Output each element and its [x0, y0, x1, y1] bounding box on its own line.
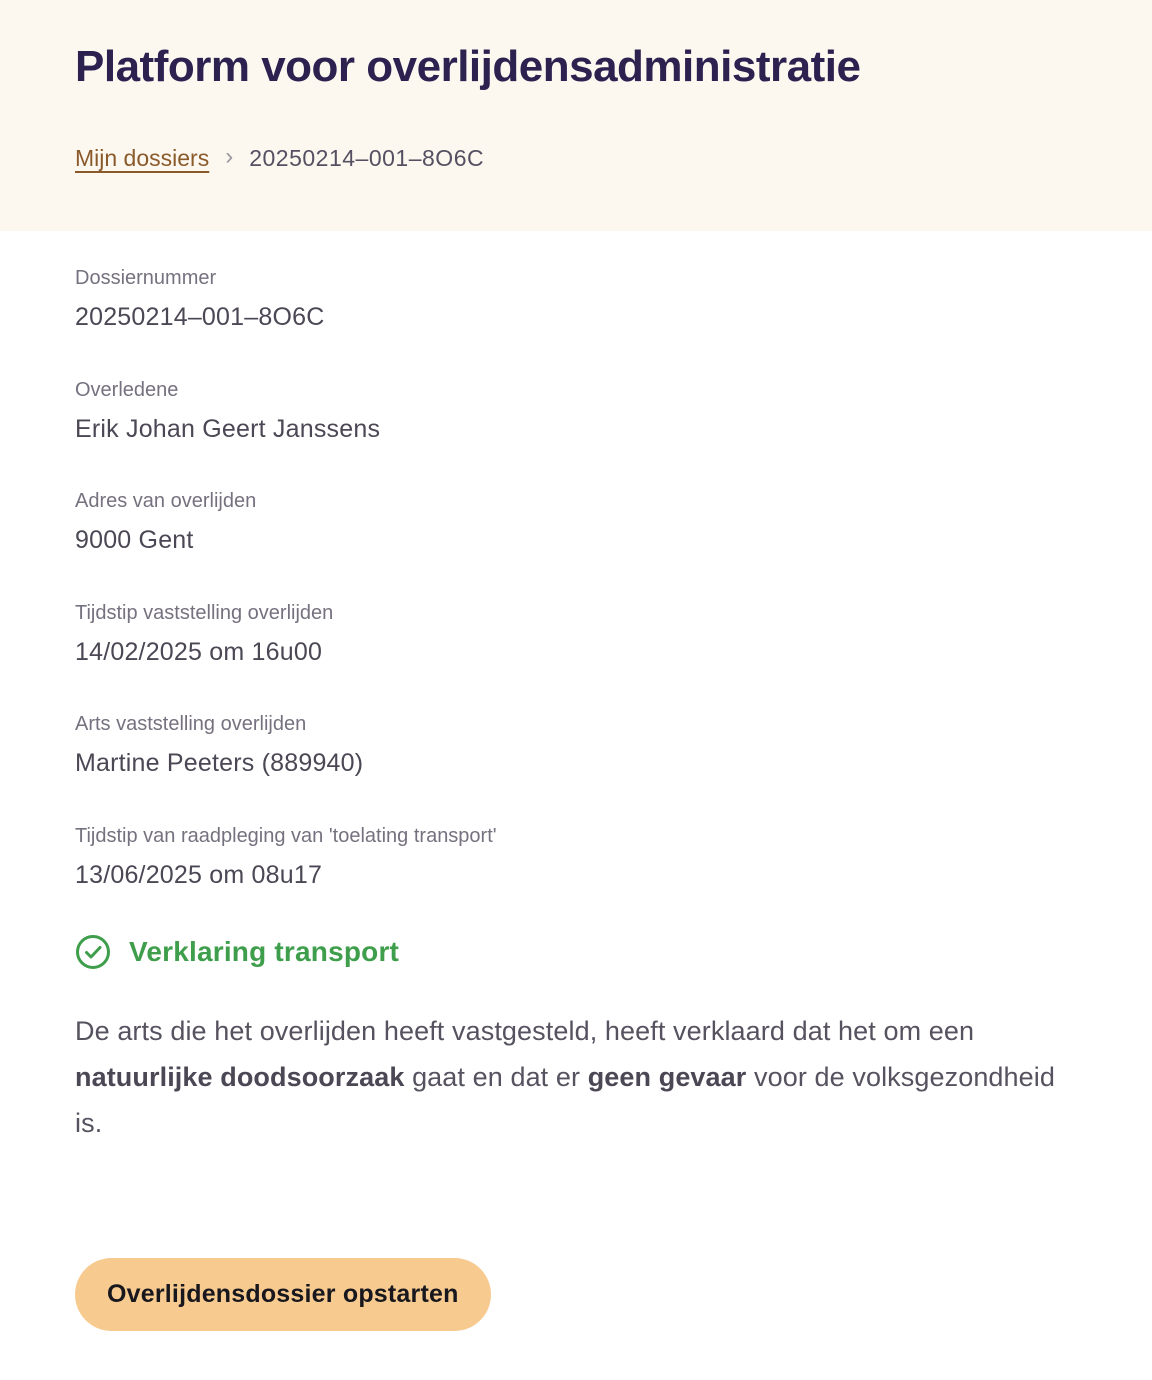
field-tijdstip-vaststelling-overlijden — [75, 600, 1077, 669]
field-tijdstip-raadpleging-toelating-transport — [75, 823, 1077, 892]
field-value: 13/06/2025 om 08u17 — [75, 860, 323, 889]
transport-description — [75, 1008, 1077, 1146]
dossier-detail — [0, 231, 1152, 1331]
field-value: 9000 Gent — [75, 526, 194, 554]
breadcrumb-link-mijn-dossiers[interactable]: Mijn dossiers — [75, 144, 210, 171]
field-label: Tijdstip van raadpleging van 'toelating transport' — [75, 824, 497, 847]
field-label: Arts vaststelling overlijden — [75, 713, 307, 735]
breadcrumb-current-dossier: 20250214–001–8O6C — [249, 144, 485, 171]
transport-description-part: gaat en dat er — [404, 1062, 588, 1092]
field-value: Erik Johan Geert Janssens — [75, 414, 381, 443]
field-value: 20250214–001–8O6C — [75, 303, 325, 331]
field-label: Overledene — [75, 378, 179, 401]
field-label: Adres van overlijden — [75, 490, 257, 512]
field-overledene — [75, 377, 1077, 446]
start-dossier-button[interactable]: Overlijdensdossier opstarten — [75, 1258, 491, 1331]
actions — [75, 1258, 1077, 1331]
transport-description-part: De arts die het overlijden heeft vastgesteld, heeft verklaard dat het om een — [75, 1016, 975, 1046]
transport-description-part: voor de volksgezondheid is. — [75, 1062, 1055, 1138]
page-title: Platform voor overlijdensadministratie — [75, 42, 861, 91]
check-circle-icon — [75, 934, 111, 970]
field-value: 14/02/2025 om 16u00 — [75, 637, 323, 666]
field-label: Tijdstip vaststelling overlijden — [75, 601, 334, 624]
transport-description-bold: natuurlijke doodsoorzaak — [75, 1062, 405, 1092]
field-value: Martine Peeters (889940) — [75, 749, 364, 777]
transport-section-title: Verklaring transport — [129, 936, 400, 967]
transport-description-bold: geen gevaar — [587, 1062, 747, 1092]
field-arts-vaststelling-overlijden — [75, 711, 1077, 780]
field-dossiernummer — [75, 265, 1077, 334]
breadcrumb — [75, 145, 1077, 172]
chevron-right-icon: › — [225, 143, 234, 171]
page-header — [0, 0, 1152, 231]
transport-section-heading — [75, 934, 1077, 970]
field-adres-van-overlijden — [75, 488, 1077, 557]
field-label: Dossiernummer — [75, 267, 217, 289]
